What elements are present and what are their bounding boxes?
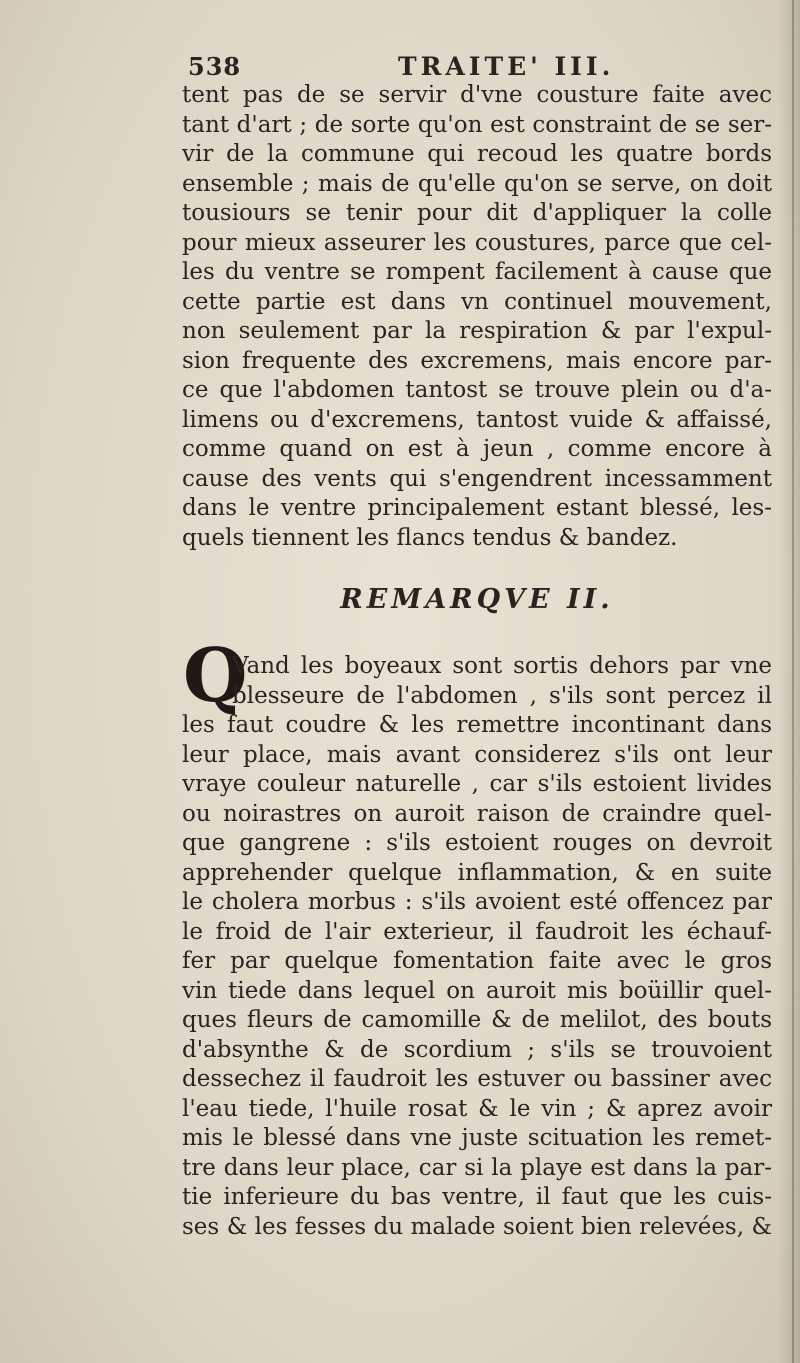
text-line: ses & les fesses du malade soient bien relevées, & — [182, 1213, 772, 1240]
remarque-body-text — [182, 711, 772, 1242]
text-line: limens ou d'excremens, tantost vuide & affaissé, — [182, 406, 772, 433]
text-line: le froid de l'air exterieur, il faudroit les échauf- — [182, 918, 772, 945]
text-line: non seulement par la respiration & par l'expul- — [182, 318, 772, 344]
text-line: dans le ventre principalement estant blessé, les- — [182, 495, 772, 521]
text-line: comme quand on est à jeun , comme encore à — [182, 436, 772, 462]
text-line: ensemble ; mais de qu'elle qu'on se serve, on doit — [182, 170, 772, 197]
text-line: d'absynthe & de scordium ; s'ils se trouvoient — [182, 1036, 772, 1063]
text-line: le cholera morbus : s'ils avoient esté offencez par — [182, 889, 772, 915]
text-line: les faut coudre & les remettre incontinant dans — [182, 712, 772, 738]
remarque-opening-lines — [232, 652, 772, 711]
text-line: Vand les boyeaux sont sortis dehors par vne — [232, 653, 772, 679]
text-line: leur place, mais avant considerez s'ils ont leur — [182, 741, 772, 768]
text-line: ques fleurs de camomille & de melilot, des bouts — [182, 1007, 772, 1033]
text-line: cause des vents qui s'engendrent incessamment — [182, 465, 772, 492]
text-line: que gangrene : s'ils estoient rouges on devroit — [182, 830, 772, 856]
text-line: l'eau tiede, l'huile rosat & le vin ; & aprez avoir — [182, 1095, 772, 1122]
text-line: sion frequente des excremens, mais encore par- — [182, 347, 772, 374]
text-line: vir de la commune qui recoud les quatre bords — [182, 141, 772, 167]
section-1-text — [182, 81, 772, 553]
text-line: ce que l'abdomen tantost se trouve plein ou d'a- — [182, 377, 772, 403]
text-line: dessechez il faudroit les estuver ou bassiner avec — [182, 1066, 772, 1092]
text-line: quels tiennent les flancs tendus & bandez. — [182, 524, 678, 551]
text-line: ou noirastres on auroit raison de craindre quel- — [182, 800, 772, 827]
drop-cap: Q — [183, 633, 248, 719]
remarque-heading: REMARQVE II. — [340, 584, 614, 615]
text-line: vin tiede dans lequel on auroit mis boüillir quel- — [182, 977, 772, 1004]
text-line: vraye couleur naturelle , car s'ils estoient livides — [182, 771, 772, 797]
text-line: blesseure de l'abdomen , s'ils sont percez il — [232, 682, 772, 709]
page-edge-line — [792, 0, 794, 1363]
text-line: mis le blessé dans vne juste scituation les remet- — [182, 1125, 772, 1151]
text-line: fer par quelque fomentation faite avec le gros — [182, 948, 772, 974]
text-line: pour mieux asseurer les coustures, parce que cel- — [182, 229, 772, 256]
text-line: tre dans leur place, car si la playe est dans la par- — [182, 1154, 772, 1181]
page-number: 538 — [188, 52, 242, 81]
text-line: apprehender quelque inflammation, & en suite — [182, 859, 772, 886]
page-edge-shadow — [778, 0, 800, 1363]
text-line: les du ventre se rompent facilement à cause que — [182, 259, 772, 285]
text-line: tant d'art ; de sorte qu'on est constraint de se ser- — [182, 111, 772, 138]
running-head: TRAITE' III. — [398, 52, 615, 81]
text-line: tousiours se tenir pour dit d'appliquer la colle — [182, 200, 772, 226]
text-line: cette partie est dans vn continuel mouvement, — [182, 288, 772, 315]
text-line: tent pas de se servir d'vne cousture faite avec — [182, 82, 772, 108]
text-line: tie inferieure du bas ventre, il faut que les cuis- — [182, 1184, 772, 1210]
